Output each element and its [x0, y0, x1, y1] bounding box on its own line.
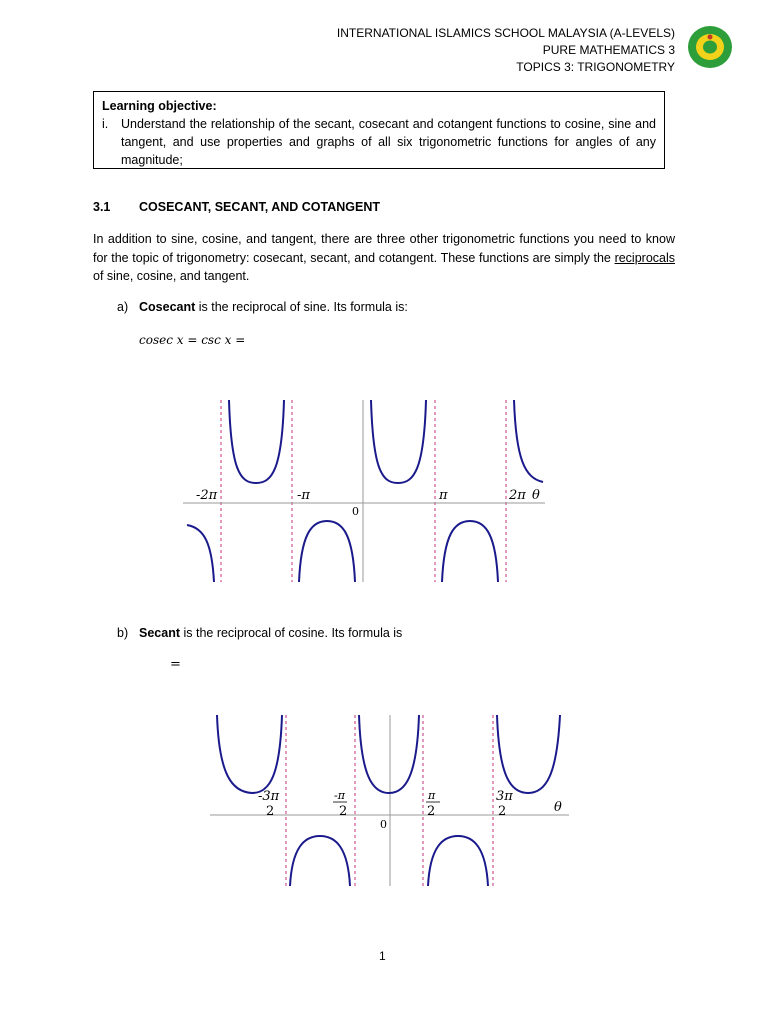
cosecant-curves [187, 400, 543, 582]
part-b-text: is the reciprocal of cosine. Its formula is [180, 626, 403, 640]
label-neg-three-pi-denominator: 2 [266, 804, 275, 819]
objective-title: Learning objective: [102, 99, 217, 113]
part-a-text: is the reciprocal of sine. Its formula is: [195, 300, 408, 314]
label-three-pi-denominator: 2 [498, 804, 507, 819]
learning-objective-box [93, 91, 665, 169]
cosecant-branch [371, 400, 426, 483]
part-b-label: b) [117, 626, 129, 640]
label-theta: θ [532, 488, 540, 503]
secant-branch [290, 836, 350, 886]
cosecant-branch [442, 521, 498, 582]
label-origin: 0 [352, 505, 359, 518]
label-two-pi: 2π [509, 488, 526, 503]
objective-item-number: i. [102, 117, 109, 131]
section-number: 3.1 [93, 200, 111, 214]
secant-term: Secant [139, 626, 180, 640]
section-heading [93, 200, 380, 214]
label-neg-two-pi: -2π [196, 488, 218, 503]
cosecant-formula: cosec x = csc x = [139, 333, 246, 347]
topic-name: TOPICS 3: TRIGONOMETRY [516, 60, 675, 74]
school-crest-icon [687, 25, 733, 69]
secant-branch [217, 715, 282, 793]
secant-branch [359, 715, 419, 793]
part-a-statement [117, 300, 408, 314]
page-number: 1 [379, 949, 386, 963]
label-origin: 0 [380, 818, 387, 831]
cosecant-graph [0, 395, 768, 585]
secant-formula-equals: = [170, 657, 181, 672]
label-pi-half-denominator: 2 [427, 804, 436, 819]
secant-branch [428, 836, 488, 886]
cosecant-branch [187, 525, 214, 582]
label-neg-pi-half-denominator: 2 [339, 804, 348, 819]
cosecant-branch [299, 521, 355, 582]
intro-paragraph [93, 230, 675, 286]
secant-branch [497, 715, 560, 793]
cosecant-branch [514, 400, 543, 482]
objective-item [102, 115, 656, 169]
intro-text-after: of sine, cosine, and tangent. [93, 269, 250, 283]
part-b-statement [117, 626, 402, 640]
label-three-pi: 3π [496, 789, 513, 804]
label-neg-pi: -π [297, 488, 310, 503]
document-header [337, 25, 675, 76]
label-pi-half: π [428, 789, 436, 802]
subject-name: PURE MATHEMATICS 3 [542, 43, 675, 57]
part-a-label: a) [117, 300, 129, 314]
section-title: COSECANT, SECANT, AND COTANGENT [139, 200, 380, 214]
label-neg-pi-half: -π [334, 789, 345, 802]
cosecant-branch [229, 400, 284, 483]
intro-text-before: In addition to sine, cosine, and tangent, there are three other trigonometric functions you need to know for the topic of trigonometry: cosecant, secant, and cotangent. These functions are simply the [93, 232, 675, 265]
school-name: INTERNATIONAL ISLAMICS SCHOOL MALAYSIA (A-LEVELS) [336, 26, 675, 40]
cosecant-term: Cosecant [139, 300, 196, 314]
reciprocals-term: reciprocals [614, 250, 675, 265]
label-theta: θ [554, 800, 562, 815]
label-neg-three-pi: -3π [258, 789, 280, 804]
label-pi: π [439, 488, 448, 503]
secant-graph [0, 710, 768, 890]
objective-item-text: Understand the relationship of the secant, cosecant and cotangent functions to cosine, sine and tangent, and use properties and graphs of all six trigonometric functions for angles of any magnitude; [121, 117, 656, 167]
